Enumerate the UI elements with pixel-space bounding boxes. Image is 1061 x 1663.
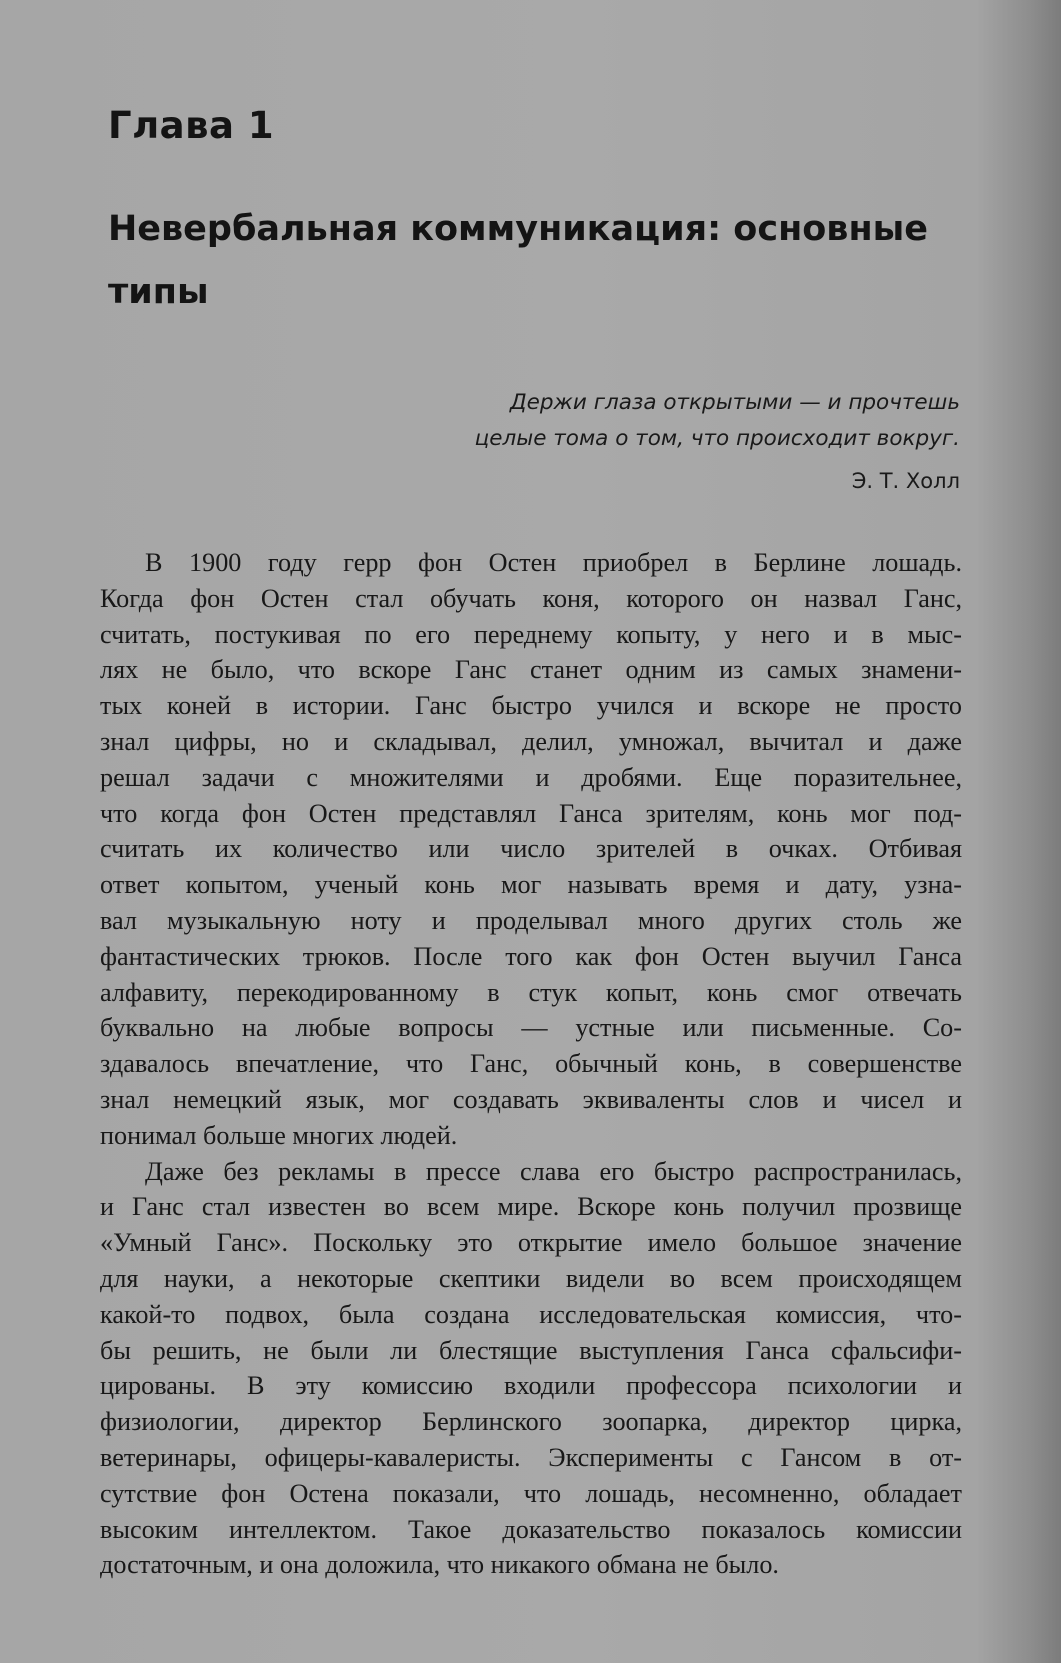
text-line: В 1900 году герр фон Остен приобрел в Берлине лошадь. xyxy=(145,548,962,577)
text-line: ответ копытом, ученый конь мог называть время и дату, узна- xyxy=(100,870,962,900)
text-line: ветеринары, офицеры-кавалеристы. Эксперименты с Гансом в от- xyxy=(100,1442,962,1472)
chapter-title: Невербальная коммуникация: основные типы xyxy=(108,209,929,312)
epigraph xyxy=(300,385,960,495)
text-line: физиологии, директор Берлинского зоопарка, директор цирка, xyxy=(100,1407,962,1437)
epigraph-line: Держи глаза открытыми — и прочтешь xyxy=(509,390,960,415)
text-line: цированы. В эту комиссию входили профессора психологии и xyxy=(100,1371,962,1401)
text-line: Когда фон Остен стал обучать коня, которого он назвал Ганс, xyxy=(100,583,962,613)
text-line: фантастических трюков. После того как фон Остен выучил Ганса xyxy=(100,941,962,971)
text-line: тых коней в истории. Ганс быстро учился и вскоре не просто xyxy=(100,691,962,721)
text-line: вал музыкальную ноту и проделывал много других столь же xyxy=(100,905,962,935)
text-line: считать их количество или число зрителей в очках. Отбивая xyxy=(100,834,962,864)
text-line: понимал больше многих людей. xyxy=(100,1120,458,1150)
text-line: и Ганс стал известен во всем мире. Вскоре конь получил прозвище xyxy=(100,1192,962,1222)
paragraph-2 xyxy=(100,1154,962,1584)
text-line: «Умный Ганс». Поскольку это открытие имело большое значение xyxy=(100,1228,962,1258)
epigraph-author: Э. Т. Холл xyxy=(851,469,960,493)
text-line: сутствие фон Остена показали, что лошадь, несомненно, обладает xyxy=(100,1478,962,1508)
text-line: алфавиту, перекодированному в стук копыт, конь смог отвечать xyxy=(100,977,962,1007)
text-line: считать, постукивая по его переднему копыту, у него и в мыс- xyxy=(100,619,962,649)
body-text xyxy=(100,545,962,1583)
text-line: решал задачи с множителями и дробями. Еще поразительнее, xyxy=(100,762,962,792)
text-line: высоким интеллектом. Такое доказательство показалось комиссии xyxy=(100,1514,962,1544)
chapter-label: Глава 1 xyxy=(108,104,275,147)
text-line: для науки, а некоторые скептики видели во всем происходящем xyxy=(100,1263,962,1293)
text-line: достаточным, и она доложила, что никакого обмана не было. xyxy=(100,1550,779,1580)
text-line: какой-то подвох, была создана исследовательская комиссия, что- xyxy=(100,1299,962,1329)
text-line: что когда фон Остен представлял Ганса зрителям, конь мог под- xyxy=(100,798,962,828)
text-line: знал цифры, но и складывал, делил, умножал, вычитал и даже xyxy=(100,726,962,756)
text-line: бы решить, не были ли блестящие выступления Ганса сфальсифи- xyxy=(100,1335,962,1365)
text-line: знал немецкий язык, мог создавать эквиваленты слов и чисел и xyxy=(100,1084,962,1114)
text-line: буквально на любые вопросы — устные или письменные. Со- xyxy=(100,1013,962,1043)
text-line: Даже без рекламы в прессе слава его быстро распространилась, xyxy=(145,1156,962,1186)
text-line: здавалось впечатление, что Ганс, обычный конь, в совершенстве xyxy=(100,1049,962,1079)
text-line: лях не было, что вскоре Ганс станет одним из самых знамени- xyxy=(100,655,962,685)
epigraph-line: целые тома о том, что происходит вокруг. xyxy=(474,426,960,451)
paragraph-1 xyxy=(100,545,962,1154)
